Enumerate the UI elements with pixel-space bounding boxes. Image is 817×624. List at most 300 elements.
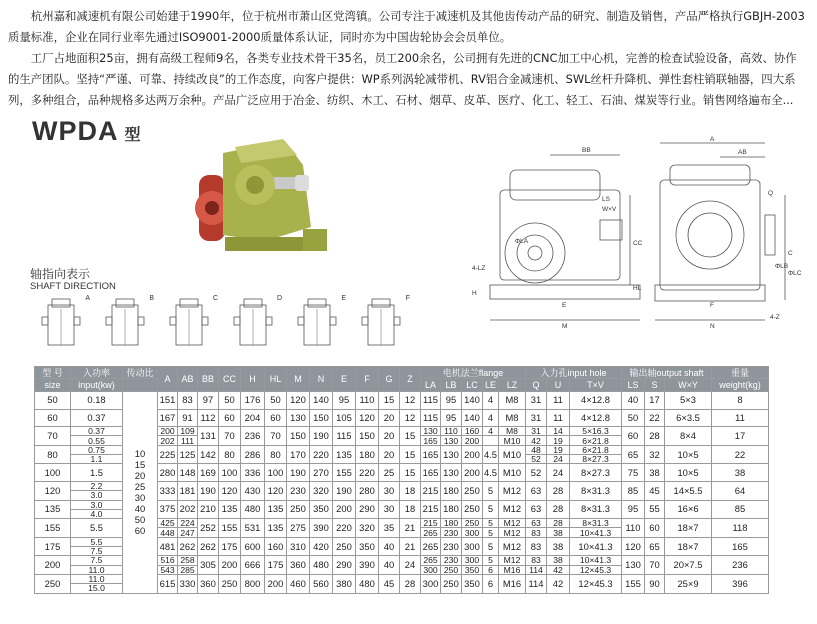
table-cell: 160 [265, 537, 287, 556]
table-cell: M12 [499, 519, 526, 528]
table-cell: 52 [526, 464, 547, 482]
table-cell: 0.37 [71, 427, 123, 436]
table-cell: 140 [462, 392, 483, 410]
table-header-cell: N [310, 367, 333, 392]
table-header-cell: H [241, 367, 265, 392]
intro-paragraph-1: 杭州嘉和减速机有限公司始建于1990年，位于杭州市萧山区党湾镇。公司专注于减速机及其他齿传动产品的研究、制造及销售，产品严格执行GBJH-2003质量标准，企业在同行业率先通过ISO9001-2000质量体系认证，同时亦为中国齿轮协会会员单位。 [8, 9, 805, 44]
table-cell: 0.37 [71, 409, 123, 427]
table-cell: 24 [547, 464, 570, 482]
table-cell: 10×41.3 [570, 556, 622, 565]
shaft-direction-d [226, 295, 284, 357]
table-cell: 560 [310, 574, 333, 593]
table-cell: 4×12.8 [570, 392, 622, 410]
table-cell: 252 [198, 519, 219, 538]
table-cell: 60 [645, 519, 665, 538]
ratio-value: 50 [134, 514, 146, 526]
table-header-cell: LC [462, 379, 483, 392]
table-cell: 310 [287, 537, 310, 556]
table-header-cell: F [356, 367, 379, 392]
table-cell: 70 [265, 427, 287, 446]
table-cell: 180 [356, 445, 379, 464]
table-header-cell: A [158, 367, 178, 392]
drawing-label-la: ΦLA [515, 238, 529, 245]
table-cell: 8×27.3 [570, 455, 622, 464]
ratio-value: 30 [134, 492, 146, 504]
table-cell: 5 [483, 556, 499, 565]
drawing-label-bb: BB [582, 147, 591, 154]
table-cell: 12 [400, 392, 421, 410]
table-cell: 350 [462, 574, 483, 593]
table-cell: 175 [265, 556, 287, 575]
table-cell: 120 [219, 481, 241, 500]
table-header-cell: LS [622, 379, 645, 392]
table-cell: 28 [547, 519, 570, 528]
table-cell: 5 [483, 537, 499, 556]
table-header-cell: LA [421, 379, 441, 392]
table-cell: 60 [265, 409, 287, 427]
table-cell: 5.5 [71, 537, 123, 546]
table-cell: 83 [526, 537, 547, 556]
table-header-cell: LZ [499, 379, 526, 392]
table-cell: 380 [333, 574, 356, 593]
table-cell: 130 [441, 436, 462, 445]
table-cell: 15 [400, 427, 421, 446]
table-cell: M12 [499, 481, 526, 500]
table-cell: 250 [462, 481, 483, 500]
table-cell: 63 [526, 519, 547, 528]
table-cell: 8×27.3 [570, 464, 622, 482]
table-cell: 7.5 [71, 547, 123, 556]
table-cell: 83 [526, 528, 547, 537]
table-cell: 181 [178, 481, 198, 500]
table-cell: 360 [198, 574, 219, 593]
table-cell: 165 [421, 445, 441, 464]
shaft-direction-diagrams [34, 295, 414, 357]
table-cell: 38 [547, 537, 570, 556]
table-cell: 25 [379, 464, 400, 482]
table-header-cell: 重量 [712, 367, 769, 379]
table-cell: 300 [421, 574, 441, 593]
shaft-direction-label: C [212, 295, 218, 302]
table-cell: 65 [622, 445, 645, 464]
drawing-label-4z: 4-Z [770, 314, 780, 321]
table-cell: 15 [379, 392, 400, 410]
table-cell: 360 [287, 556, 310, 575]
table-cell: 175 [219, 537, 241, 556]
table-cell: 200 [35, 556, 71, 575]
table-cell: 155 [333, 464, 356, 482]
table-cell: 6×21.8 [570, 436, 622, 445]
drawing-label-n: N [710, 323, 715, 330]
table-cell: 200 [462, 464, 483, 482]
table-cell: 220 [310, 445, 333, 464]
table-cell: 155 [35, 519, 71, 538]
table-header-cell: AB [178, 367, 198, 392]
table-header-cell: 输出轴output shaft [622, 367, 712, 379]
table-cell: 140 [462, 409, 483, 427]
table-cell: 165 [712, 537, 769, 556]
table-cell: 70 [219, 427, 241, 446]
table-cell: 230 [441, 537, 462, 556]
table-cell: 100 [219, 464, 241, 482]
table-header-cell: G [379, 367, 400, 392]
table-cell: 8×31.3 [570, 481, 622, 500]
table-cell: 30 [379, 500, 400, 519]
table-cell: 0.75 [71, 445, 123, 454]
table-cell: 3.0 [71, 500, 123, 509]
table-cell: 80 [265, 445, 287, 464]
table-cell: 262 [178, 537, 198, 556]
drawing-label-f: F [710, 302, 714, 309]
table-header-cell: LE [483, 379, 499, 392]
table-cell: 6 [483, 574, 499, 593]
table-cell: 10×5 [665, 445, 712, 464]
table-cell: M8 [499, 409, 526, 427]
table-cell: 100 [35, 464, 71, 482]
table-header-cell: 电机法兰flange [421, 367, 526, 379]
gearbox-outline-icon [354, 295, 412, 357]
table-cell: 258 [178, 556, 198, 565]
table-cell: 24 [547, 455, 570, 464]
drawing-label-wxv: W×V [602, 206, 617, 213]
table-header-cell: E [333, 367, 356, 392]
gearbox-outline-icon [34, 295, 92, 357]
table-cell: 40 [379, 537, 400, 556]
table-cell: 130 [441, 445, 462, 464]
table-cell: 666 [241, 556, 265, 575]
table-cell: 5 [483, 519, 499, 528]
table-cell: 90 [645, 574, 665, 593]
table-cell: 24 [400, 556, 421, 575]
table-cell: 60 [35, 409, 71, 427]
table-cell: 1.5 [71, 464, 123, 482]
table-cell: 15 [400, 464, 421, 482]
table-cell: 176 [241, 392, 265, 410]
table-cell: 215 [421, 519, 441, 528]
table-cell: M8 [499, 392, 526, 410]
table-header-cell: 入功率 [71, 367, 123, 379]
table-cell: 100 [265, 464, 287, 482]
table-cell: 64 [712, 481, 769, 500]
table-cell: 290 [333, 556, 356, 575]
drawing-label-lc: ΦLC [788, 270, 802, 277]
ratio-value: 60 [134, 525, 146, 537]
table-cell: 130 [441, 464, 462, 482]
table-cell: 30 [379, 481, 400, 500]
table-cell: 65 [645, 537, 665, 556]
table-cell: 202 [158, 436, 178, 445]
table-header-cell: S [645, 379, 665, 392]
table-cell: 21 [400, 537, 421, 556]
table-cell: M12 [499, 500, 526, 519]
table-cell: 7.5 [71, 556, 123, 565]
table-cell: 95 [441, 392, 462, 410]
table-cell: 481 [158, 537, 178, 556]
table-header-cell: U [547, 379, 570, 392]
table-cell: 14 [547, 427, 570, 436]
table-cell: 300 [462, 537, 483, 556]
table-cell: 31 [526, 409, 547, 427]
shaft-direction-label: F [405, 295, 410, 302]
table-cell: 8×31.3 [570, 519, 622, 528]
table-cell: 1.1 [71, 455, 123, 464]
table-cell: M10 [499, 436, 526, 445]
shaft-direction-label: E [341, 295, 346, 302]
table-cell: 615 [158, 574, 178, 593]
table-cell: 300 [462, 556, 483, 565]
table-cell: 115 [421, 392, 441, 410]
table-cell: M12 [499, 556, 526, 565]
table-cell: 135 [265, 500, 287, 519]
table-header-cell: M [287, 367, 310, 392]
table-cell: 165 [421, 436, 441, 445]
table-cell: 286 [241, 445, 265, 464]
shaft-direction-label: A [85, 295, 90, 302]
table-cell: 4.5 [483, 464, 499, 482]
table-cell: M8 [499, 427, 526, 436]
table-cell: 420 [310, 537, 333, 556]
table-cell: 270 [310, 464, 333, 482]
shaft-direction-e [290, 295, 348, 357]
table-cell: 6 [483, 565, 499, 574]
table-cell: 200 [158, 427, 178, 436]
table-cell: 40 [379, 556, 400, 575]
table-cell: 80 [219, 445, 241, 464]
drawing-label-hl: HL [633, 285, 642, 292]
table-cell: 5 [483, 500, 499, 519]
drawing-label-lz: 4-LZ [472, 265, 486, 272]
table-cell: 265 [421, 537, 441, 556]
table-cell: 135 [265, 519, 287, 538]
shaft-direction-label: D [276, 295, 282, 302]
table-cell: 63 [526, 481, 547, 500]
table-header-cell: W×Y [665, 379, 712, 392]
table-cell: 531 [241, 519, 265, 538]
table-cell: 320 [310, 481, 333, 500]
table-cell: 120 [265, 481, 287, 500]
table-cell: 460 [287, 574, 310, 593]
table-cell: 516 [158, 556, 178, 565]
table-cell: 350 [356, 537, 379, 556]
table-header-cell: T×V [570, 379, 622, 392]
drawing-label-m: M [562, 323, 568, 330]
table-cell: 425 [158, 519, 178, 528]
table-cell: 38 [547, 528, 570, 537]
table-cell: 305 [198, 556, 219, 575]
table-cell: 4.5 [483, 445, 499, 464]
table-cell: 0.55 [71, 436, 123, 445]
table-cell: 118 [712, 519, 769, 538]
table-cell: 35 [379, 519, 400, 538]
table-cell: 10×41.3 [570, 528, 622, 537]
gearbox-outline-icon [226, 295, 284, 357]
table-cell: 200 [265, 574, 287, 593]
table-cell: 20 [379, 409, 400, 427]
table-cell: 50 [35, 392, 71, 410]
table-cell: 17 [712, 427, 769, 446]
table-cell: 12 [400, 409, 421, 427]
table-cell: 148 [178, 464, 198, 482]
table-cell: 4 [483, 409, 499, 427]
table-cell: 11 [547, 409, 570, 427]
table-cell: 336 [241, 464, 265, 482]
table-cell: M16 [499, 565, 526, 574]
table-cell: 350 [462, 565, 483, 574]
table-cell: 250 [219, 574, 241, 593]
shaft-direction-subtitle: SHAFT DIRECTION [30, 281, 116, 292]
ratio-value: 20 [134, 470, 146, 482]
table-cell: 4×12.8 [570, 409, 622, 427]
table-cell: 38 [712, 464, 769, 482]
table-cell: 42 [526, 436, 547, 445]
table-cell: 55 [645, 500, 665, 519]
table-cell: 11.0 [71, 565, 123, 574]
table-cell: 83 [178, 392, 198, 410]
table-cell: 2.2 [71, 481, 123, 490]
table-cell: 18×7 [665, 519, 712, 538]
table-cell: 4 [483, 392, 499, 410]
table-cell: 19 [547, 445, 570, 454]
table-cell: 18 [400, 500, 421, 519]
table-header-cell: weight(kg) [712, 379, 769, 392]
table-cell: 150 [310, 409, 333, 427]
table-cell: 19 [547, 436, 570, 445]
shaft-direction-label: B [149, 295, 154, 302]
table-cell: 85 [712, 500, 769, 519]
table-cell: 11.0 [71, 574, 123, 583]
table-cell: 224 [178, 519, 198, 528]
table-cell: 320 [356, 519, 379, 538]
table-cell: M12 [499, 528, 526, 537]
table-cell: 50 [265, 392, 287, 410]
table-cell: 60 [622, 427, 645, 446]
table-cell: 265 [421, 556, 441, 565]
table-cell: 11 [712, 409, 769, 427]
table-cell: 70 [645, 556, 665, 575]
table-cell: 180 [441, 481, 462, 500]
table-cell: 236 [712, 556, 769, 575]
model-title-main: WPDA [32, 116, 119, 146]
table-cell: 52 [526, 455, 547, 464]
table-header-cell: Q [526, 379, 547, 392]
table-cell: 80 [35, 445, 71, 464]
table-cell: 142 [198, 445, 219, 464]
table-cell: 8 [712, 392, 769, 410]
table-cell: 125 [178, 445, 198, 464]
table-cell: 28 [547, 481, 570, 500]
gearbox-outline-icon [290, 295, 348, 357]
table-cell: 95 [333, 392, 356, 410]
table-cell: 169 [198, 464, 219, 482]
table-cell: 85 [622, 481, 645, 500]
table-cell: 135 [219, 500, 241, 519]
table-cell: 250 [462, 519, 483, 528]
ratio-value: 10 [134, 448, 146, 460]
table-cell: 190 [333, 481, 356, 500]
table-cell: 120 [356, 409, 379, 427]
table-cell: 110 [356, 392, 379, 410]
table-cell: 250 [441, 565, 462, 574]
table-cell: 111 [178, 436, 198, 445]
table-cell: 151 [158, 392, 178, 410]
table-cell: 480 [241, 500, 265, 519]
table-cell: 230 [441, 556, 462, 565]
table-cell: 97 [198, 392, 219, 410]
drawing-label-e: E [562, 302, 567, 309]
table-cell: 75 [622, 464, 645, 482]
table-cell: 150 [356, 427, 379, 446]
table-cell: 5 [483, 528, 499, 537]
table-cell: 250 [462, 500, 483, 519]
table-cell: 180 [441, 519, 462, 528]
drawing-label-c: C [788, 250, 793, 257]
table-cell: 180 [441, 500, 462, 519]
table-cell: 190 [198, 481, 219, 500]
table-cell: 42 [547, 574, 570, 593]
table-cell: 247 [178, 528, 198, 537]
table-cell: 11 [547, 392, 570, 410]
table-cell: 200 [219, 556, 241, 575]
table-cell: 8×31.3 [570, 500, 622, 519]
ratio-value: 25 [134, 481, 146, 493]
table-cell: 285 [178, 565, 198, 574]
table-cell: 190 [287, 464, 310, 482]
table-cell: 109 [178, 427, 198, 436]
table-cell: M16 [499, 574, 526, 593]
table-cell: 200 [333, 500, 356, 519]
table-cell: 45 [645, 481, 665, 500]
drawing-label-ls: LS [602, 196, 610, 203]
drawing-label-ab: AB [738, 149, 747, 156]
table-cell: M10 [499, 445, 526, 464]
table-header-cell: 入力孔input hole [526, 367, 622, 379]
shaft-direction-b [98, 295, 156, 357]
table-cell: 20 [379, 427, 400, 446]
table-cell: 225 [158, 445, 178, 464]
drawing-label-a: A [710, 136, 715, 143]
table-cell: 330 [178, 574, 198, 593]
table-header-cell: HL [265, 367, 287, 392]
table-cell: 18×7 [665, 537, 712, 556]
table-header-cell: BB [198, 367, 219, 392]
table-cell: 28 [645, 427, 665, 446]
shaft-direction-title: 轴指向表示 [30, 267, 91, 281]
table-cell: 390 [310, 519, 333, 538]
ratio-value: 40 [134, 503, 146, 515]
table-cell: 110 [622, 519, 645, 538]
model-title [32, 116, 142, 147]
table-cell: 5×3 [665, 392, 712, 410]
intro-paragraph-2: 工厂占地面积25亩，拥有高级工程师9名，各类专业技术骨干35名，员工200余名，公司拥有先进的CNC加工中心机，完善的检查试验设备，高效、协作的生产团队。坚持“严谨、可靠、持续改良”的工作态度，向客户提供：WP系列涡轮减带机、RV铝合金减速机、SWL丝杆升降机、弹性套柱销联轴器，四大系列，多种组合，品种规格多达两万余种。产品广泛应用于冶金、纺织、木工、石材、烟草、皮革、医疗、化工、轻工、石油、煤炭等行业。销售网络遍布全... [8, 51, 797, 107]
ratio-value: 15 [134, 459, 146, 471]
table-cell: 91 [178, 409, 198, 427]
table-cell: 22 [645, 409, 665, 427]
model-title-suffix: 型 [124, 127, 142, 144]
gearbox-outline-icon [162, 295, 220, 357]
table-cell: 250 [287, 500, 310, 519]
gearbox-outline-icon [98, 295, 156, 357]
table-cell: 31 [526, 427, 547, 436]
table-cell: 396 [712, 574, 769, 593]
table-cell: 4.0 [71, 509, 123, 518]
table-cell: 105 [333, 409, 356, 427]
table-cell: 375 [158, 500, 178, 519]
table-cell: 63 [526, 500, 547, 519]
table-cell: 70 [35, 427, 71, 446]
table-cell: 167 [158, 409, 178, 427]
table-cell: 175 [35, 537, 71, 556]
table-cell: 262 [198, 537, 219, 556]
